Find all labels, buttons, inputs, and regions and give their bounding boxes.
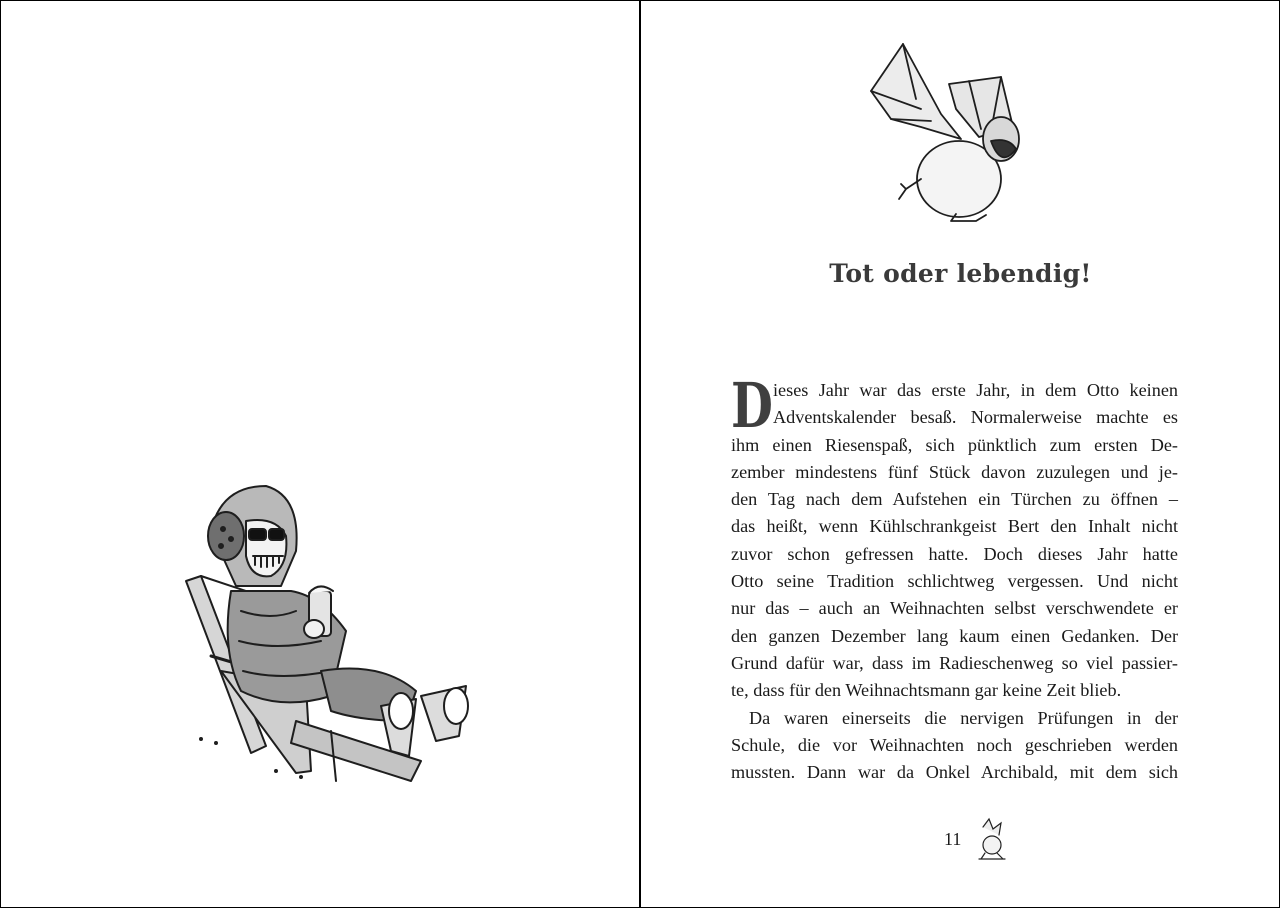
chapter-body-text bbox=[731, 369, 1178, 786]
drop-cap: D bbox=[731, 369, 773, 442]
text-line: te, dass für den Weihnachtsmann gar keine Zeit blieb. bbox=[731, 680, 1122, 701]
skeleton-deckchair-illustration bbox=[181, 481, 481, 786]
text-line: das heißt, wenn Kühlschrankgeist Bert den Inhalt nicht bbox=[731, 516, 1178, 537]
text-line: den ganzen Dezember lang kaum einen Gedanken. Der bbox=[731, 625, 1178, 646]
paragraph-2 bbox=[731, 705, 1178, 787]
paragraph-1 bbox=[731, 369, 1178, 705]
text-line: zember mindestens fünf Stück davon zuzulegen und je- bbox=[731, 461, 1178, 482]
chapter-title: Tot oder lebendig! bbox=[829, 259, 1092, 288]
text-line: Otto seine Tradition schlichtweg vergessen. Und nicht bbox=[731, 571, 1178, 592]
page-number: 11 bbox=[944, 829, 962, 849]
text-line: Adventskalender besaß. Normalerweise machte es bbox=[773, 407, 1178, 428]
text-line: den Tag nach dem Aufstehen ein Türchen zu öffnen – bbox=[731, 489, 1178, 510]
text-line: nur das – auch an Weihnachten selbst verschwendete er bbox=[731, 598, 1178, 619]
left-page bbox=[1, 1, 641, 907]
text-line: ieses Jahr war das erste Jahr, in dem Otto keinen bbox=[773, 380, 1178, 400]
text-line: ihm einen Riesenspaß, sich pünktlich zum ersten De- bbox=[731, 434, 1178, 455]
text-line: mussten. Dann war da Onkel Archibald, mit dem sich bbox=[731, 762, 1178, 783]
text-line: Schule, die vor Weihnachten noch geschrieben werden bbox=[731, 734, 1178, 755]
text-line: Grund dafür war, dass im Radieschenweg so viel passier- bbox=[731, 652, 1178, 673]
bat-mascot-icon bbox=[975, 817, 1009, 861]
bat-creature-illustration bbox=[861, 39, 1031, 224]
text-line: Da waren einerseits die nervigen Prüfungen in der bbox=[749, 707, 1178, 728]
text-line: zuvor schon gefressen hatte. Doch dieses Jahr hatte bbox=[731, 543, 1178, 564]
